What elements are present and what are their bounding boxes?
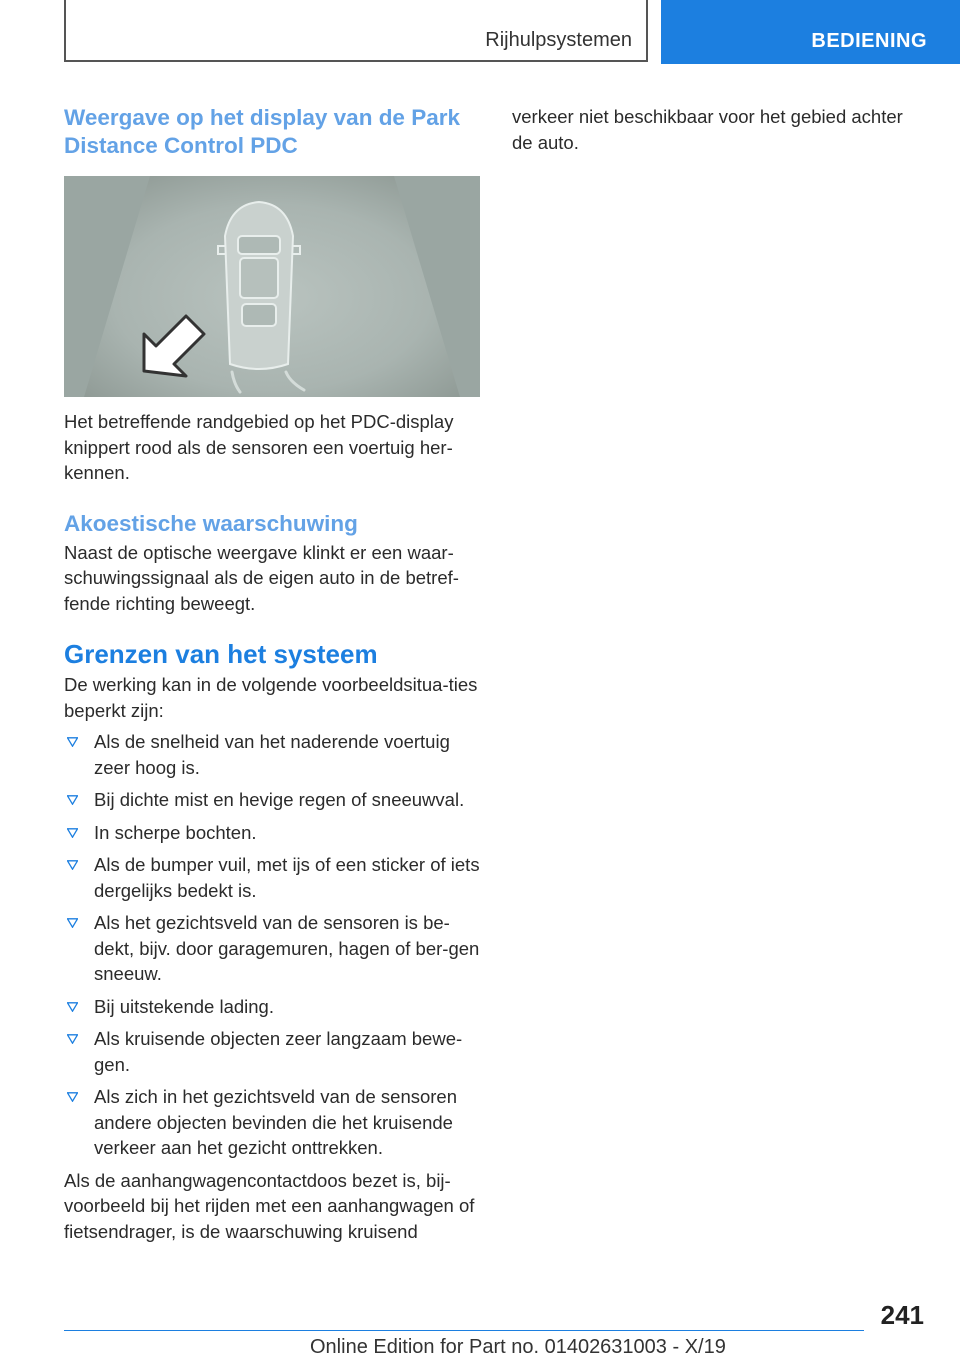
header-chapter-tab — [661, 0, 960, 64]
triangle-bullet-icon — [67, 828, 78, 838]
list-item: Bij dichte mist en hevige regen of sneeuwval. — [64, 787, 480, 813]
heading-acoustic-warning: Akoestische waarschuwing — [64, 510, 358, 536]
triangle-bullet-icon — [67, 795, 78, 805]
list-item: Als het gezichtsveld van de sensoren is be-dekt, bijv. door garagemuren, hagen of ber-gen sneeuw. — [64, 910, 480, 987]
heading-pdc-display: Weergave op het display van de Park Distance Control PDC — [64, 105, 460, 158]
left-column — [64, 104, 480, 1244]
list-item: Als de bumper vuil, met ijs of een sticker of iets dergelijks bedekt is. — [64, 852, 480, 903]
triangle-bullet-icon — [67, 860, 78, 870]
footer-edition: Online Edition for Part no. 01402631003 - X/19 — [310, 1336, 726, 1358]
right-column — [512, 104, 928, 155]
triangle-bullet-icon — [67, 918, 78, 928]
trailer-paragraph: Als de aanhangwagencontactdoos bezet is, bij-voorbeeld bij het rijden met een aanhangwagen of fietsendrager, is de waarschuwing kruisend — [64, 1169, 475, 1242]
header-chapter-title: BEDIENING — [811, 30, 927, 52]
page-number: 241 — [880, 1300, 924, 1330]
triangle-bullet-icon — [67, 737, 78, 747]
triangle-bullet-icon — [67, 1002, 78, 1012]
heading-system-limits: Grenzen van het systeem — [64, 639, 378, 669]
car-icon — [218, 202, 300, 369]
continued-paragraph: verkeer niet beschikbaar voor het gebied achter de auto. — [512, 106, 903, 153]
list-item: Bij uitstekende lading. — [64, 994, 480, 1020]
list-item: Als zich in het gezichtsveld van de sensoren andere objecten bevinden die het kruisende verkeer aan het gezicht onttrekken. — [64, 1084, 480, 1161]
list-item: In scherpe bochten. — [64, 820, 480, 846]
list-item: Als de snelheid van het naderende voertuig zeer hoog is. — [64, 729, 480, 780]
list-item: Als kruisende objecten zeer langzaam bewe-gen. — [64, 1026, 480, 1077]
limits-intro: De werking kan in de volgende voorbeeldsitua-ties beperkt zijn: — [64, 674, 478, 721]
header-section-title: Rijhulpsystemen — [485, 29, 632, 51]
acoustic-paragraph: Naast de optische weergave klinkt er een waar-schuwingssignaal als de eigen auto in de betref-fende richting beweegt. — [64, 541, 459, 614]
pdc-display-illustration — [64, 176, 480, 397]
figure-caption: Het betreffende randgebied op het PDC-display knippert rood als de sensoren een voertuig her-kennen. — [64, 411, 454, 483]
footer-divider — [64, 1330, 864, 1331]
triangle-bullet-icon — [67, 1034, 78, 1044]
triangle-bullet-icon — [67, 1092, 78, 1102]
limits-list — [64, 729, 480, 1161]
header-section-box — [64, 0, 648, 62]
